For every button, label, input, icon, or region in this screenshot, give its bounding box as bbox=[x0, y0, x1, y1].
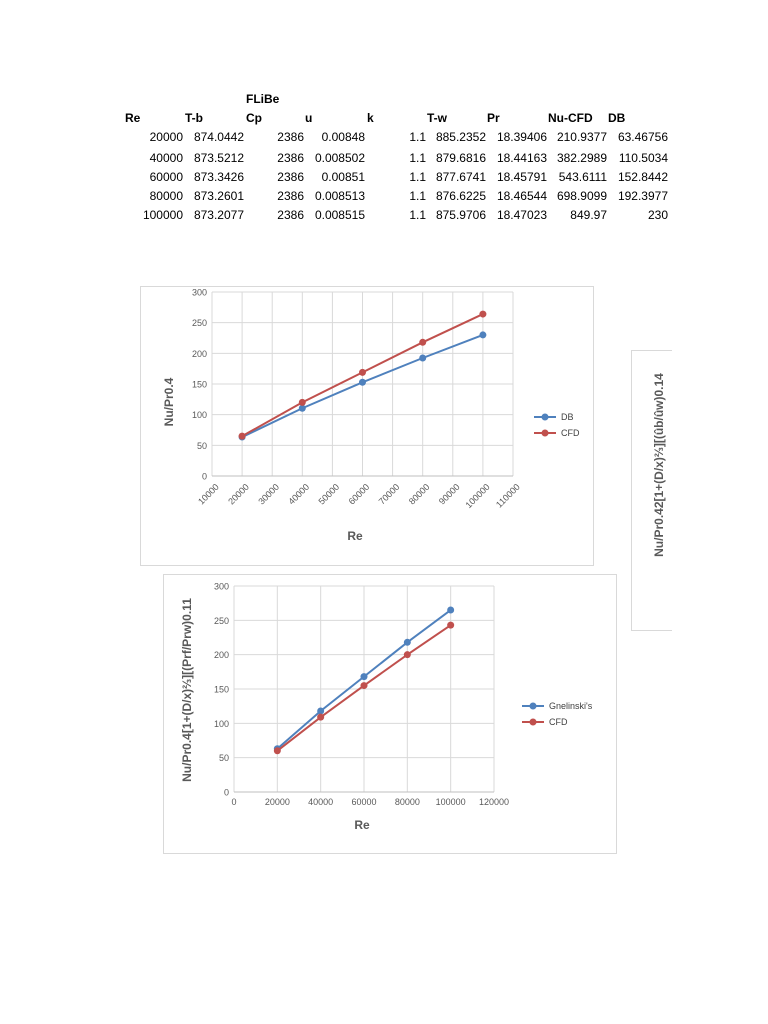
x-tick-label: 30000 bbox=[256, 481, 282, 507]
table-header-cell: Re bbox=[125, 111, 141, 125]
table-cell: 2386 bbox=[277, 130, 304, 144]
legend-marker bbox=[542, 430, 549, 437]
x-tick-label: 100000 bbox=[463, 481, 492, 511]
x-tick-label: 20000 bbox=[264, 797, 290, 807]
table-header-cell: Nu-CFD bbox=[548, 111, 593, 125]
y-axis-title: Nu/Pr0.4 bbox=[162, 377, 176, 427]
data-point bbox=[317, 707, 324, 714]
table-cell: 100000 bbox=[142, 208, 183, 222]
table-cell: 18.47023 bbox=[496, 208, 547, 222]
data-point bbox=[479, 311, 486, 318]
table-header-cell: Pr bbox=[487, 111, 500, 125]
table-cell: 18.44163 bbox=[496, 151, 547, 165]
x-tick-label: 40000 bbox=[286, 481, 312, 507]
x-tick-label: 80000 bbox=[406, 481, 432, 507]
table-cell: 60000 bbox=[149, 170, 183, 184]
table-cell: 2386 bbox=[277, 189, 304, 203]
x-tick-label: 40000 bbox=[308, 797, 334, 807]
y-tick-label: 150 bbox=[191, 379, 207, 390]
y-tick-label: 250 bbox=[213, 615, 229, 626]
y-tick-label: 100 bbox=[213, 718, 229, 729]
table-cell: 885.2352 bbox=[435, 130, 486, 144]
chart-2-frame bbox=[163, 574, 617, 854]
legend-label: DB bbox=[561, 412, 574, 422]
legend-label: CFD bbox=[561, 428, 580, 438]
table-cell: 873.5212 bbox=[193, 151, 244, 165]
x-tick-label: 100000 bbox=[435, 797, 466, 807]
x-tick-label: 110000 bbox=[494, 481, 522, 510]
y-tick-label: 100 bbox=[191, 410, 207, 421]
table-cell: 873.3426 bbox=[193, 170, 244, 184]
table-cell: 2386 bbox=[277, 170, 304, 184]
table-cell: 876.6225 bbox=[435, 189, 486, 203]
table-cell: 874.0442 bbox=[193, 130, 244, 144]
y-tick-label: 300 bbox=[213, 581, 229, 592]
table-cell: 1.1 bbox=[409, 151, 426, 165]
table-cell: 0.008513 bbox=[314, 189, 365, 203]
table-header-cell: T-b bbox=[185, 111, 203, 125]
legend-marker bbox=[530, 719, 537, 726]
y-tick-label: 0 bbox=[201, 471, 207, 482]
data-point bbox=[419, 339, 426, 346]
x-tick-label: 20000 bbox=[226, 481, 251, 507]
x-tick-label: 60000 bbox=[346, 481, 372, 507]
table-cell: 698.9099 bbox=[556, 189, 607, 203]
table-cell: 873.2601 bbox=[193, 189, 244, 203]
table-cell: 879.6816 bbox=[435, 151, 486, 165]
table-cell: 877.6741 bbox=[435, 170, 486, 184]
x-axis-title: Re bbox=[347, 529, 363, 543]
data-point bbox=[239, 433, 246, 440]
table-cell: 63.46756 bbox=[617, 130, 668, 144]
x-tick-label: 60000 bbox=[351, 797, 377, 807]
data-point bbox=[317, 714, 324, 721]
data-point bbox=[359, 369, 366, 376]
x-tick-label: 10000 bbox=[196, 481, 221, 507]
x-tick-label: 90000 bbox=[436, 481, 462, 507]
partial-chart-ylabel: Nu/Pr0.42[1+(D/x)⅔][(ûb/ûw)0.14 bbox=[652, 373, 666, 557]
y-tick-label: 200 bbox=[191, 348, 207, 359]
data-point bbox=[359, 379, 366, 386]
table-cell: 192.3977 bbox=[617, 189, 668, 203]
table-header-cell: DB bbox=[608, 111, 626, 125]
table-cell: 0.00851 bbox=[321, 170, 365, 184]
table-cell: 849.97 bbox=[570, 208, 607, 222]
x-tick-label: 70000 bbox=[376, 481, 402, 507]
table-cell: 543.6111 bbox=[558, 170, 607, 184]
data-point bbox=[447, 607, 454, 614]
data-point bbox=[274, 747, 281, 754]
x-tick-label: 50000 bbox=[316, 481, 342, 507]
y-tick-label: 200 bbox=[213, 650, 229, 661]
table-cell: 230 bbox=[647, 208, 668, 222]
table-cell: 80000 bbox=[149, 189, 183, 203]
table-cell: 0.008515 bbox=[314, 208, 365, 222]
table-title: FLiBe bbox=[246, 92, 280, 106]
data-point bbox=[419, 354, 426, 361]
y-tick-label: 0 bbox=[223, 787, 229, 798]
table-cell: 1.1 bbox=[409, 170, 426, 184]
x-tick-label: 120000 bbox=[478, 797, 510, 807]
table-cell: 152.8442 bbox=[617, 170, 668, 184]
data-point bbox=[447, 622, 454, 629]
table-cell: 2386 bbox=[277, 208, 304, 222]
y-tick-label: 150 bbox=[213, 684, 229, 695]
x-axis-title: Re bbox=[354, 818, 370, 832]
table-cell: 0.00848 bbox=[321, 130, 365, 144]
table-header-cell: u bbox=[305, 111, 313, 125]
table-cell: 1.1 bbox=[409, 130, 426, 144]
data-point bbox=[361, 673, 368, 680]
table-cell: 18.46544 bbox=[496, 189, 547, 203]
data-point bbox=[361, 682, 368, 689]
table-cell: 20000 bbox=[149, 130, 183, 144]
table-cell: 40000 bbox=[149, 151, 183, 165]
y-tick-label: 250 bbox=[191, 318, 207, 329]
table-header-cell: T-w bbox=[427, 111, 447, 125]
table-cell: 382.2989 bbox=[556, 151, 607, 165]
table-cell: 873.2077 bbox=[193, 208, 244, 222]
table-cell: 110.5034 bbox=[618, 151, 668, 165]
y-tick-label: 300 bbox=[191, 287, 207, 298]
table-header-cell: Cp bbox=[246, 111, 262, 125]
legend-marker bbox=[542, 414, 549, 421]
table-cell: 210.9377 bbox=[556, 130, 607, 144]
data-point bbox=[404, 639, 411, 646]
legend-label: Gnelinski's bbox=[549, 701, 593, 711]
x-tick-label: 80000 bbox=[394, 797, 420, 807]
legend-label: CFD bbox=[549, 717, 568, 727]
table-cell: 1.1 bbox=[409, 189, 426, 203]
table-cell: 875.9706 bbox=[435, 208, 486, 222]
chart-1 bbox=[141, 287, 593, 565]
data-point bbox=[299, 399, 306, 406]
table-cell: 0.008502 bbox=[314, 151, 365, 165]
legend-marker bbox=[530, 703, 537, 710]
table-cell: 1.1 bbox=[409, 208, 426, 222]
table-cell: 2386 bbox=[277, 151, 304, 165]
table-cell: 18.39406 bbox=[496, 130, 547, 144]
table-header-cell: k bbox=[367, 111, 374, 125]
table-cell: 18.45791 bbox=[496, 170, 547, 184]
y-tick-label: 50 bbox=[196, 440, 207, 451]
x-tick-label: 0 bbox=[231, 797, 237, 807]
y-tick-label: 50 bbox=[218, 753, 229, 764]
chart-2 bbox=[164, 575, 616, 853]
data-point bbox=[479, 331, 486, 338]
y-axis-title: Nu/Pr0.4[1+(D/x)⅔][(Prf/Prw)0.11 bbox=[180, 598, 194, 782]
data-point bbox=[404, 651, 411, 658]
chart-1-frame bbox=[140, 286, 594, 566]
